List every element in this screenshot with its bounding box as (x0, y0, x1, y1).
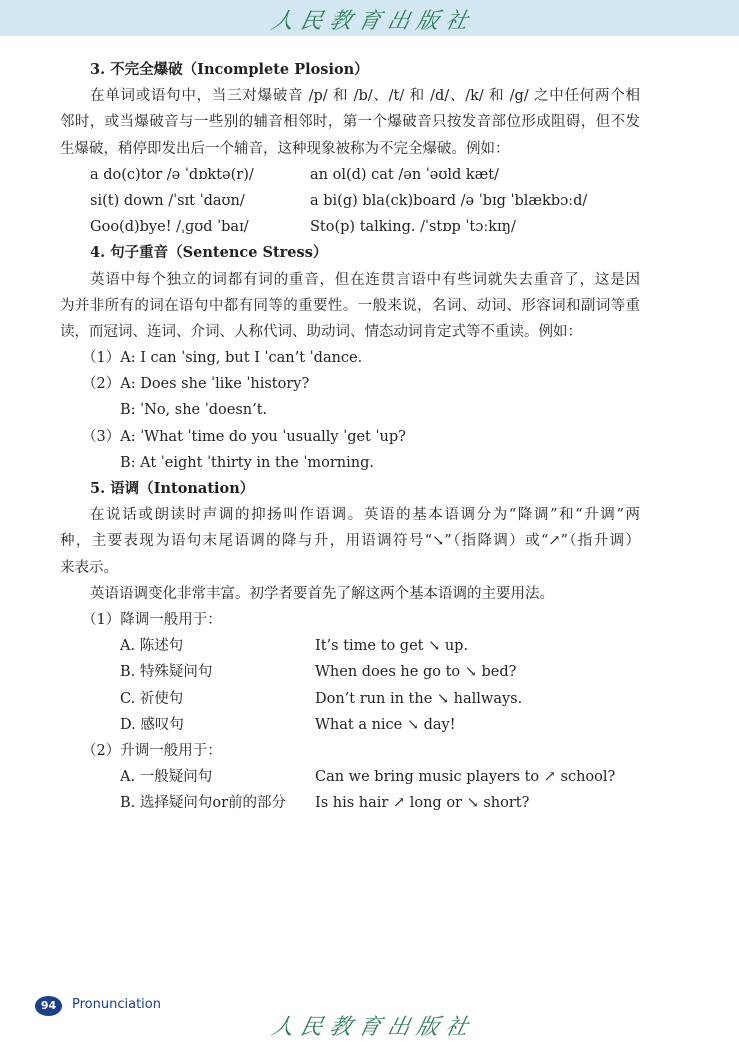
usage-type: B. 选择疑问句or前的部分 (120, 795, 287, 812)
example: a bi(g) bla(ck)board /ə ˈbɪg ˈblækbɔːd/ (310, 192, 588, 209)
paragraph-line: 英语中每个独立的词都有词的重音，但在连贯言语中有些词就失去重音了，这是因 (90, 271, 640, 288)
page-content (60, 57, 640, 816)
page-number: 94 (35, 996, 62, 1016)
example: B: At ˈeight ˈthirty in the ˈmorning. (120, 454, 374, 471)
section-heading: 4. 句子重音（Sentence Stress） (90, 244, 328, 262)
usage-type: A. 陈述句 (120, 638, 184, 655)
usage-type: C. 祈使句 (120, 690, 184, 707)
example: （1）A: I can ˈsing, but I ˈcan’t ˈdance. (82, 350, 363, 367)
usage-example: What a nice ↘ day! (315, 716, 456, 733)
section-heading: 5. 语调（Intonation） (90, 480, 255, 497)
usage-type: A. 一般疑问句 (120, 769, 213, 786)
usage-example: It’s time to get ↘ up. (315, 638, 469, 655)
footer-title: Pronunciation (72, 997, 161, 1012)
usage-example: Can we bring music players to ↗ school? (315, 769, 616, 786)
example: si(t) down /ˈsɪt ˈdaʊn/ (90, 192, 245, 209)
example: B: ˈNo, she ˈdoesn’t. (120, 402, 268, 419)
example: a do(c)tor /ə ˈdɒktə(r)/ (90, 166, 254, 183)
example: an ol(d) cat /ən ˈəʊld kæt/ (310, 166, 499, 183)
usage-example: When does he go to ↘ bed? (315, 664, 517, 681)
section-heading: 3. 不完全爆破（Incomplete Plosion） (90, 61, 369, 78)
usage-type: D. 感叹句 (120, 716, 184, 733)
example: （2）A: Does she ˈlike ˈhistory? (82, 376, 310, 393)
paragraph-line: 邻时，或当爆破音与一些别的辅音相邻时，第一个爆破音只按发音部位形成阻碍，但不发 (60, 114, 640, 131)
usage-type: B. 特殊疑问句 (120, 664, 213, 681)
publisher-logo: 人民教育出版社 (268, 9, 478, 34)
sublist-label: （2）升调一般用于： (82, 742, 222, 759)
usage-example: Is his hair ↗ long or ↘ short? (315, 795, 530, 812)
paragraph-line: 在单词或语句中，当三对爆破音 /p/ 和 /b/、/t/ 和 /d/、/k/ 和 /g/ 之中任何两个相 (90, 88, 640, 105)
paragraph-line: 英语语调变化非常丰富。初学者要首先了解这两个基本语调的主要用法。 (90, 585, 554, 602)
paragraph-line: 种，主要表现为语句末尾语调的降与升，用语调符号“↘”（指降调）或“↗”（指升调） (60, 533, 640, 550)
example: （3）A: ˈWhat ˈtime do you ˈusually ˈget ˈup? (82, 428, 406, 445)
usage-example: Don’t run in the ↘ hallways. (315, 690, 523, 707)
paragraph-line: 生爆破，稍停即发出后一个辅音，这种现象被称为不完全爆破。例如： (60, 140, 510, 157)
example: Sto(p) talking. /ˈstɒp ˈtɔːkɪŋ/ (310, 219, 516, 236)
paragraph-line: 来表示。 (60, 559, 118, 576)
paragraph-line: 读，而冠词、连词、介词、人称代词、助动词、情态动词肯定式等不重读。例如： (60, 323, 582, 340)
sublist-label: （1）降调一般用于： (82, 611, 222, 628)
publisher-logo-footer: 人民教育出版社 (268, 1015, 478, 1040)
example: Goo(d)bye! /ˌɡʊd ˈbaɪ/ (90, 219, 249, 236)
paragraph-line: 为并非所有的词在语句中都有同等的重要性。一般来说，名词、动词、形容词和副词等重 (60, 297, 640, 314)
paragraph-line: 在说话或朗读时声调的抑扬叫作语调。英语的基本语调分为“降调”和“升调”两 (90, 507, 640, 524)
